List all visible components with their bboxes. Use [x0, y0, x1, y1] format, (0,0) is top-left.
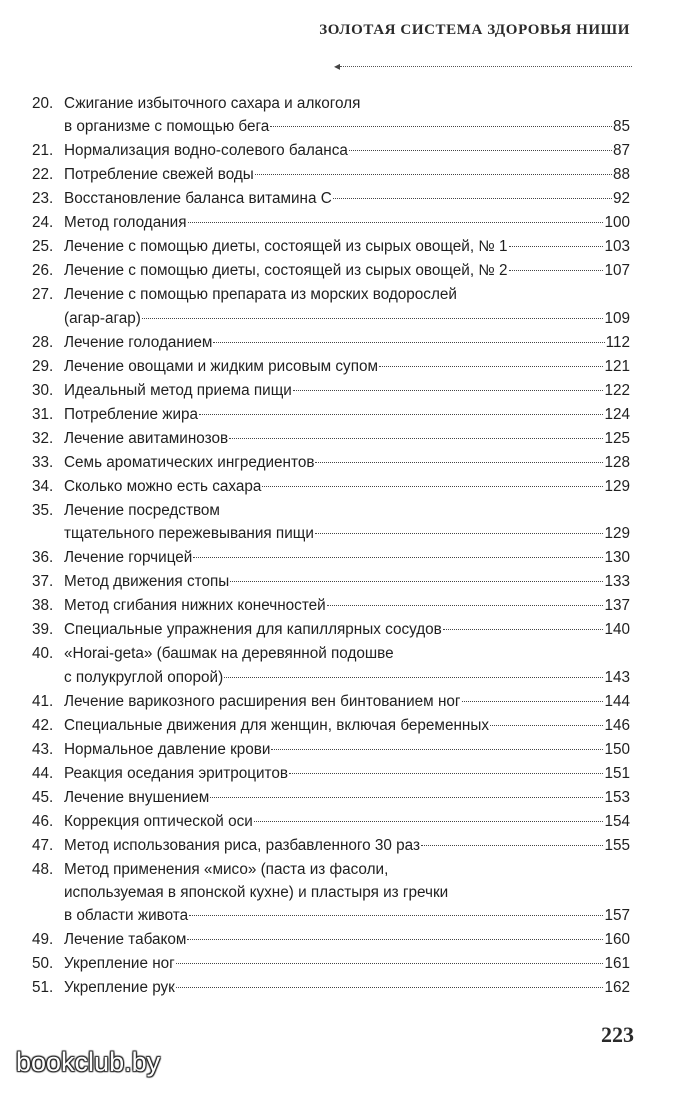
- arrow-left-icon: ◂: [334, 59, 341, 73]
- dot-leader: [254, 821, 604, 822]
- entry-number: 45.: [32, 788, 54, 806]
- dot-leader: [490, 725, 603, 726]
- entry-page-number: 144: [604, 692, 630, 710]
- entry-number: 40.: [32, 645, 54, 663]
- toc-entry: [32, 786, 630, 809]
- entry-page-number: 124: [604, 405, 630, 423]
- entry-title-line: Нормализация водно-солевого баланса: [64, 142, 348, 160]
- entry-title-line: Лечение авитаминозов: [64, 429, 229, 447]
- entry-last-line: [64, 786, 630, 809]
- dot-leader: [289, 773, 603, 774]
- entry-body: [64, 858, 630, 928]
- entry-page-number: 87: [612, 142, 630, 160]
- entry-body: [64, 211, 630, 234]
- entry-title-line: Укрепление ног: [64, 955, 175, 973]
- dot-leader: [271, 749, 603, 750]
- toc-entry: [32, 928, 630, 951]
- entry-number: 22.: [32, 166, 54, 184]
- entry-number: 51.: [32, 979, 54, 997]
- entry-body: [64, 928, 630, 951]
- entry-last-line: [64, 762, 630, 785]
- entry-title-line: с полукруглой опорой): [64, 668, 224, 686]
- entry-page-number: 161: [604, 955, 630, 973]
- dot-leader: [315, 533, 604, 534]
- dot-leader: [315, 462, 603, 463]
- entry-number: 23.: [32, 190, 54, 208]
- entry-body: [64, 331, 630, 354]
- entry-last-line: [64, 115, 630, 138]
- entry-body: [64, 762, 630, 785]
- toc-entry: [32, 642, 630, 689]
- entry-last-line: [64, 594, 630, 617]
- entry-body: [64, 403, 630, 426]
- entry-body: [64, 163, 630, 186]
- dot-leader: [142, 318, 604, 319]
- entry-title-line: Потребление жира: [64, 405, 199, 423]
- entry-last-line: [64, 666, 630, 689]
- entry-last-line: [64, 211, 630, 234]
- entry-last-line: [64, 163, 630, 186]
- entry-number: 44.: [32, 764, 54, 782]
- entry-last-line: [64, 187, 630, 210]
- entry-title-line: «Horai-geta» (башмак на деревянной подошве: [64, 645, 394, 663]
- entry-last-line: [64, 690, 630, 713]
- entry-last-line: [64, 976, 630, 999]
- entry-page-number: 121: [604, 357, 630, 375]
- entry-number: 21.: [32, 142, 54, 160]
- entry-number: 43.: [32, 740, 54, 758]
- entry-last-line: [64, 139, 630, 162]
- dot-leader: [462, 701, 604, 702]
- header-dotted-rule: [340, 66, 632, 67]
- entry-body: [64, 618, 630, 641]
- entry-body: [64, 834, 630, 857]
- entry-last-line: [64, 307, 630, 330]
- entry-body: [64, 139, 630, 162]
- dot-leader: [421, 845, 603, 846]
- dot-leader: [187, 939, 603, 940]
- entry-title-line: в области живота: [64, 907, 189, 925]
- entry-last-line: [64, 259, 630, 282]
- toc-entry: [32, 475, 630, 498]
- entry-page-number: 103: [604, 238, 630, 256]
- entry-title-line: Лечение варикозного расширения вен бинтованием ног: [64, 692, 461, 710]
- toc-entry: [32, 810, 630, 833]
- entry-last-line: [64, 355, 630, 378]
- entry-title-line: в организме с помощью бега: [64, 118, 270, 136]
- entry-body: [64, 92, 630, 139]
- toc-entry: [32, 355, 630, 378]
- entry-title-line: Сжигание избыточного сахара и алкоголя: [64, 95, 361, 112]
- entry-page-number: 129: [604, 477, 630, 495]
- entry-page-number: 137: [604, 597, 630, 615]
- toc-entry: [32, 690, 630, 713]
- toc-entry: [32, 499, 630, 546]
- entry-number: 41.: [32, 692, 54, 710]
- entry-title-line: Лечение с помощью препарата из морских водорослей: [64, 286, 457, 304]
- entry-last-line: [64, 546, 630, 569]
- entry-last-line: [64, 522, 630, 545]
- toc-entry: [32, 259, 630, 282]
- entry-number: 29.: [32, 357, 54, 375]
- entry-last-line: [64, 618, 630, 641]
- entry-title-line: Нормальное давление крови: [64, 740, 271, 758]
- entry-page-number: 154: [604, 812, 630, 830]
- entry-number: 49.: [32, 931, 54, 949]
- entry-body: [64, 642, 630, 689]
- entry-title-line: Коррекция оптической оси: [64, 812, 253, 830]
- entry-page-number: 155: [604, 836, 630, 854]
- dot-leader: [229, 438, 603, 439]
- entry-body: [64, 594, 630, 617]
- dot-leader: [293, 390, 604, 391]
- entry-page-number: 150: [604, 740, 630, 758]
- entry-title-line: (агар-агар): [64, 309, 141, 327]
- entry-body: [64, 714, 630, 737]
- dot-leader: [509, 246, 604, 247]
- entry-title-line: Специальные упражнения для капиллярных сосудов: [64, 621, 442, 639]
- entry-title-line: Идеальный метод приема пищи: [64, 381, 292, 399]
- entry-page-number: 133: [604, 573, 630, 591]
- entry-title-line: Метод применения «мисо» (паста из фасоли,: [64, 860, 389, 878]
- entry-number: 36.: [32, 549, 54, 567]
- entry-page-number: 160: [604, 931, 630, 949]
- watermark: bookclub.by: [16, 1047, 161, 1077]
- entry-last-line: [64, 570, 630, 593]
- entry-page-number: 151: [604, 764, 630, 782]
- entry-page-number: 112: [605, 333, 630, 351]
- entry-title-line: Метод сгибания нижних конечностей: [64, 597, 326, 615]
- entry-number: 34.: [32, 477, 54, 495]
- table-of-contents: [32, 92, 630, 1000]
- toc-entry: [32, 211, 630, 234]
- dot-leader: [189, 915, 603, 916]
- toc-entry: [32, 451, 630, 474]
- dot-leader: [224, 677, 603, 678]
- entry-title-line: Метод использования риса, разбавленного 30 раз: [64, 836, 421, 854]
- entry-number: 48.: [32, 860, 54, 878]
- entry-page-number: 153: [604, 788, 630, 806]
- entry-title-line: Метод движения стопы: [64, 573, 230, 591]
- entry-page-number: 129: [604, 525, 630, 543]
- entry-page-number: 85: [612, 118, 630, 136]
- dot-leader: [210, 797, 603, 798]
- entry-title-line: Метод голодания: [64, 214, 187, 232]
- toc-entry: [32, 427, 630, 450]
- entry-body: [64, 355, 630, 378]
- entry-body: [64, 786, 630, 809]
- entry-page-number: 157: [604, 907, 630, 925]
- entry-number: 27.: [32, 286, 54, 304]
- entry-body: [64, 952, 630, 975]
- toc-entry: [32, 834, 630, 857]
- entry-body: [64, 499, 630, 546]
- entry-title-line: Лечение голоданием: [64, 333, 213, 351]
- toc-entry: [32, 976, 630, 999]
- entry-number: 46.: [32, 812, 54, 830]
- entry-number: 28.: [32, 333, 54, 351]
- entry-body: [64, 451, 630, 474]
- entry-number: 38.: [32, 597, 54, 615]
- toc-entry: [32, 858, 630, 928]
- toc-entry: [32, 762, 630, 785]
- dot-leader: [255, 174, 612, 175]
- entry-title-line: Лечение горчицей: [64, 549, 193, 567]
- entry-last-line: [64, 403, 630, 426]
- entry-number: 39.: [32, 621, 54, 639]
- dot-leader: [193, 557, 603, 558]
- entry-number: 26.: [32, 262, 54, 280]
- entry-number: 35.: [32, 501, 54, 519]
- entry-page-number: 109: [604, 309, 630, 327]
- dot-leader: [188, 222, 604, 223]
- entry-body: [64, 738, 630, 761]
- entry-page-number: 92: [612, 190, 630, 208]
- toc-entry: [32, 570, 630, 593]
- entry-page-number: 122: [604, 381, 630, 399]
- entry-last-line: [64, 331, 630, 354]
- toc-entry: [32, 546, 630, 569]
- toc-entry: [32, 187, 630, 210]
- dot-leader: [349, 150, 612, 151]
- entry-title-line: используемая в японской кухне) и пластыря из гречки: [64, 884, 449, 902]
- entry-last-line: [64, 235, 630, 258]
- entry-last-line: [64, 928, 630, 951]
- entry-page-number: 146: [604, 716, 630, 734]
- entry-number: 50.: [32, 955, 54, 973]
- entry-title-line: Лечение посредством: [64, 501, 220, 519]
- entry-page-number: 130: [604, 549, 630, 567]
- entry-last-line: [64, 427, 630, 450]
- entry-page-number: 128: [604, 453, 630, 471]
- dot-leader: [327, 605, 604, 606]
- toc-entry: [32, 92, 630, 139]
- running-header: ЗОЛОТАЯ СИСТЕМА ЗДОРОВЬЯ НИШИ: [319, 22, 630, 38]
- entry-title-line: Укрепление рук: [64, 979, 175, 997]
- entry-body: [64, 427, 630, 450]
- entry-body: [64, 690, 630, 713]
- entry-number: 30.: [32, 381, 54, 399]
- toc-entry: [32, 403, 630, 426]
- toc-entry: [32, 714, 630, 737]
- dot-leader: [509, 270, 604, 271]
- toc-entry: [32, 618, 630, 641]
- entry-number: 32.: [32, 429, 54, 447]
- entry-number: 33.: [32, 453, 54, 471]
- entry-body: [64, 283, 630, 330]
- entry-last-line: [64, 904, 630, 927]
- toc-entry: [32, 235, 630, 258]
- entry-last-line: [64, 810, 630, 833]
- page-number: 223: [601, 1022, 634, 1047]
- entry-page-number: 88: [612, 166, 630, 184]
- entry-last-line: [64, 952, 630, 975]
- entry-last-line: [64, 834, 630, 857]
- entry-title-line: Сколько можно есть сахара: [64, 477, 262, 495]
- entry-number: 31.: [32, 405, 54, 423]
- dot-leader: [379, 366, 603, 367]
- dot-leader: [213, 342, 604, 343]
- entry-title-line: Лечение с помощью диеты, состоящей из сырых овощей, № 2: [64, 262, 508, 280]
- toc-entry: [32, 163, 630, 186]
- entry-page-number: 107: [604, 262, 630, 280]
- entry-body: [64, 810, 630, 833]
- entry-number: 24.: [32, 214, 54, 232]
- entry-body: [64, 259, 630, 282]
- entry-title-line: Лечение с помощью диеты, состоящей из сырых овощей, № 1: [64, 238, 508, 256]
- entry-number: 37.: [32, 573, 54, 591]
- toc-entry: [32, 139, 630, 162]
- dot-leader: [333, 198, 612, 199]
- dot-leader: [176, 963, 604, 964]
- entry-body: [64, 976, 630, 999]
- entry-page-number: 140: [604, 621, 630, 639]
- entry-number: 42.: [32, 716, 54, 734]
- entry-number: 47.: [32, 836, 54, 854]
- dot-leader: [176, 987, 604, 988]
- dot-leader: [270, 126, 612, 127]
- entry-body: [64, 475, 630, 498]
- entry-last-line: [64, 379, 630, 402]
- toc-entry: [32, 738, 630, 761]
- entry-title-line: Семь ароматических ингредиентов: [64, 453, 315, 471]
- entry-last-line: [64, 714, 630, 737]
- dot-leader: [230, 581, 603, 582]
- entry-page-number: 143: [604, 668, 630, 686]
- entry-body: [64, 235, 630, 258]
- entry-page-number: 125: [604, 429, 630, 447]
- toc-entry: [32, 952, 630, 975]
- entry-body: [64, 187, 630, 210]
- entry-body: [64, 379, 630, 402]
- entry-body: [64, 546, 630, 569]
- entry-title-line: Специальные движения для женщин, включая беременных: [64, 716, 489, 734]
- toc-entry: [32, 594, 630, 617]
- entry-number: 20.: [32, 95, 54, 112]
- dot-leader: [443, 629, 604, 630]
- entry-title-line: Восстановление баланса витамина С: [64, 190, 332, 208]
- toc-entry: [32, 379, 630, 402]
- entry-title-line: тщательного пережевывания пищи: [64, 525, 314, 543]
- toc-entry: [32, 283, 630, 330]
- entry-body: [64, 570, 630, 593]
- toc-entry: [32, 331, 630, 354]
- entry-last-line: [64, 451, 630, 474]
- entry-page-number: 100: [604, 214, 630, 232]
- entry-last-line: [64, 738, 630, 761]
- entry-title-line: Лечение овощами и жидким рисовым супом: [64, 357, 379, 375]
- entry-title-line: Потребление свежей воды: [64, 166, 254, 184]
- entry-title-line: Лечение внушением: [64, 788, 210, 806]
- entry-number: 25.: [32, 238, 54, 256]
- entry-title-line: Реакция оседания эритроцитов: [64, 764, 289, 782]
- entry-last-line: [64, 475, 630, 498]
- entry-page-number: 162: [604, 979, 630, 997]
- dot-leader: [262, 486, 603, 487]
- dot-leader: [199, 414, 603, 415]
- entry-title-line: Лечение табаком: [64, 931, 187, 949]
